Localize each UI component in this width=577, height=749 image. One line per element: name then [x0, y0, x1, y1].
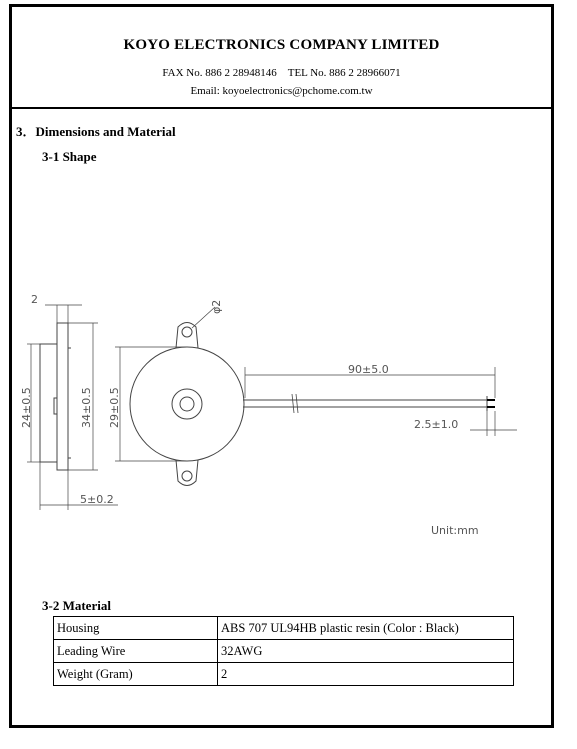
dim-hole-diameter: φ2 — [210, 299, 223, 314]
dim-body-diameter: 29±0.5 — [108, 387, 121, 428]
front-view — [115, 307, 517, 486]
company-name: KOYO ELECTRONICS COMPANY LIMITED — [123, 37, 440, 53]
material-item: Housing — [54, 617, 218, 640]
email-address: Email: koyoelectronics@pchome.com.tw — [190, 85, 373, 97]
dim-depth: 5±0.2 — [80, 493, 114, 506]
fax-number: FAX No. 886 2 28948146 — [162, 67, 277, 79]
material-table — [53, 616, 514, 686]
dim-side-thickness: 2 — [31, 293, 38, 306]
material-item: Leading Wire — [54, 640, 218, 663]
material-subtitle: 3-2 Material — [42, 598, 111, 613]
material-value: ABS 707 UL94HB plastic resin (Color : Black) — [218, 617, 514, 640]
dim-overall-height: 34±0.5 — [80, 387, 93, 428]
dim-strip-length: 2.5±1.0 — [414, 418, 459, 431]
table-row — [54, 617, 514, 640]
dim-inner-height: 24±0.5 — [20, 387, 33, 428]
dim-wire-length: 90±5.0 — [348, 363, 389, 376]
material-value: 2 — [218, 663, 514, 686]
material-value: 32AWG — [218, 640, 514, 663]
section-title: 3．Dimensions and Material — [16, 124, 176, 139]
side-view — [27, 305, 118, 510]
tel-number: TEL No. 886 2 28966071 — [287, 67, 401, 79]
table-row — [54, 663, 514, 686]
material-item: Weight (Gram) — [54, 663, 218, 686]
shape-subtitle: 3-1 Shape — [42, 149, 97, 164]
table-row — [54, 640, 514, 663]
unit-label: Unit:mm — [431, 524, 479, 537]
